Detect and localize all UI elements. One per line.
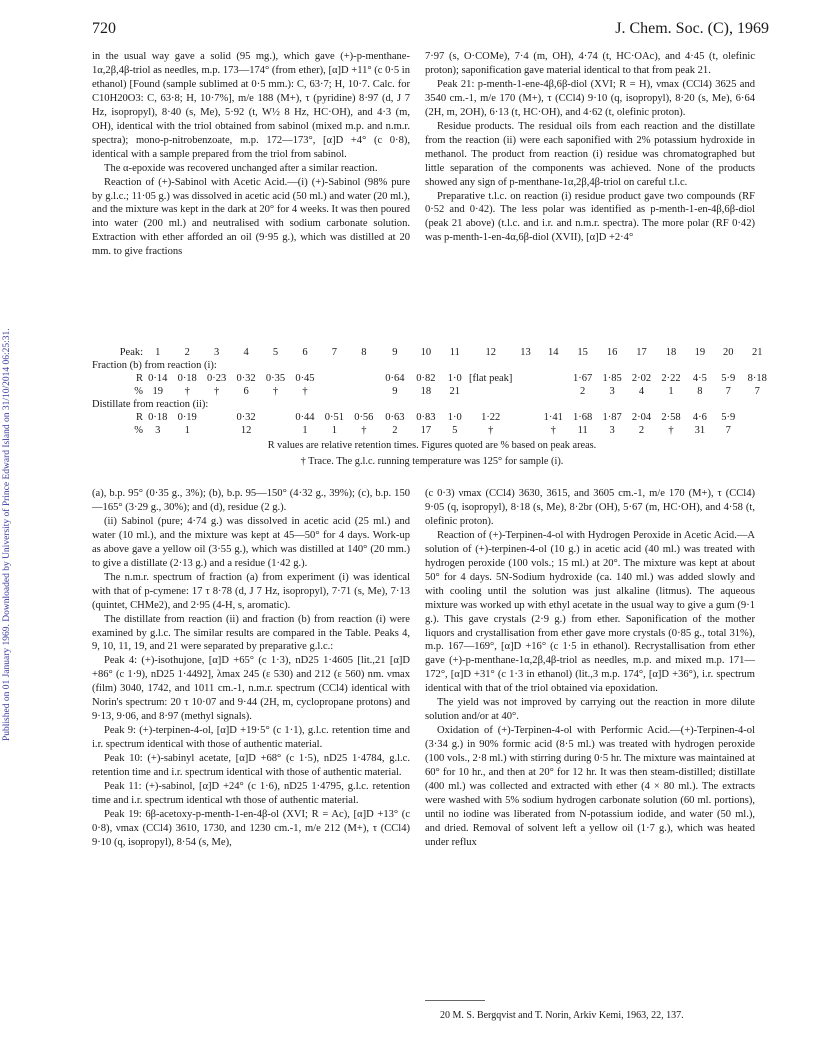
table-cell: 0·35 <box>265 373 286 384</box>
table-cell: 0·23 <box>207 373 227 384</box>
table-cell <box>512 372 538 385</box>
table-cell: † <box>488 425 494 436</box>
table-cell: 16 <box>606 347 618 358</box>
table-cell: 1·0 <box>447 373 462 384</box>
table-cell: † <box>361 425 367 436</box>
table-cell: † <box>214 386 220 397</box>
section-label: Distillate from reaction (ii): <box>92 399 209 410</box>
table-grid <box>92 346 772 437</box>
table-cell: 7 <box>725 425 731 436</box>
table-cell: 0·44 <box>295 412 315 423</box>
paragraph: (ii) Sabinol (pure; 4·74 g.) was dissolved in acetic acid (25 ml.) and water (10 ml.), and the mixture was kept at 45—50° for 4 days. Work-up as above gave a yellow oil (3·55 g.), which was distilled at 140° (20 mm.) to give a distillate (2·13 g.) and a residue (1·42 g.). <box>92 515 410 569</box>
left-column-top <box>92 50 410 259</box>
table-section-row <box>92 398 772 411</box>
table-cell: 7 <box>331 347 337 358</box>
paragraph: in the usual way gave a solid (95 mg.), which gave (+)-p-menthane-1α,2β,4β-triol as needles, m.p. 173—174° (from ether), [α]D +11° (c 0·5 in ethanol) [Found (sample sublimed at 0·5 mm.): C, 63·7; H, 10·7. Calc. for C10H20O3: C, 63·8; H, 10·7%], m/e 188 (M+), τ (pyridine) 8·97 (d, J 7 Hz, isopropyl), 8·40 (s, Me), 5·92 (t, W½ 8 Hz, HC·OH), and 4·3 (m, OH), identical with the triol obtained from sabinol (mixed m.p. and n.m.r. spectra); mono-p-nitrobenzoate, m.p. 172—173°, [α]D +4° (c 0·8), identical with a sample prepared from the triol from sabinol. <box>92 51 410 160</box>
table-cell <box>261 411 290 424</box>
table-cell: % <box>134 425 144 436</box>
paragraph: Peak 19: 6β-acetoxy-p-menth-1-en-4β-ol (XVI; R = Ac), [α]D +13° (c 0·8), νmax (CCl4) 3610, 1730, and 1230 cm.-1, m/e 212 (M+), τ (CCl4) 9·10 (q, isopropyl), 8·54 (s, Me), <box>92 808 410 848</box>
table-cell: † <box>668 425 674 436</box>
table-cell: † <box>302 386 308 397</box>
table-cell: 19 <box>694 347 706 358</box>
table-cell: Peak: <box>119 347 144 358</box>
table-cell: 0·51 <box>324 412 344 423</box>
table-cell: 9 <box>392 347 398 358</box>
paragraph: Peak 4: (+)-isothujone, [α]D +65° (c 1·3), nD25 1·4605 [lit.,21 [α]D +86° (c 1·9), nD25 1·4492], λmax 245 (ε 530) and 212 (ε 560) nm. νmax (film) 3040, 1742, and 1011 cm.-1, n.m.r. spectrum (CCl4) identical with Norin's spectrum: 20 τ 10·07 and 9·44 (2H, m, cyclopropane protons) and 9·13, 9·06, and 8·97 (methyl signals). <box>92 655 410 723</box>
table-cell: 14 <box>547 347 559 358</box>
table-cell: 1·41 <box>543 412 563 423</box>
table-footnote: † Trace. The g.l.c. running temperature was 125° for sample (i). <box>300 456 564 467</box>
table-cell: † <box>272 386 279 397</box>
paragraph: Reaction of (+)-Sabinol with Acetic Acid.—(i) (+)-Sabinol (98% pure by g.l.c.; 11·05 g.) was dissolved in acetic acid (50 ml.) and water (20 ml.), and the mixture was kept in the dark at 20° for 4 weeks. It was then poured into water (200 ml.) and neutralised with sodium carbonate solution. Extraction with ether afforded an oil (9·95 g.), which was distilled at 20 mm. to give fractions <box>92 176 410 258</box>
table-cell: 4·5 <box>692 373 707 384</box>
table-cell: 19 <box>152 386 163 397</box>
table-cell: 2·58 <box>661 412 681 423</box>
table-cell: 2 <box>392 425 398 436</box>
table-cell: 0·14 <box>148 373 168 384</box>
table-cell: 1·85 <box>602 373 622 384</box>
table-cell <box>320 385 349 398</box>
table-cell: 1·87 <box>602 412 622 423</box>
table-cell: 1 <box>331 425 337 436</box>
table-cell: 3 <box>155 425 161 436</box>
table-cell <box>349 372 378 385</box>
table-row <box>92 372 772 385</box>
paragraph: The distillate from reaction (ii) and fraction (b) from reaction (i) were examined by g.l.c. The similar results are compared in the Table. Peaks 4, 9, 10, 11, 19, and 21 were separated by preparative g.l.c.: <box>92 613 410 653</box>
paragraph: Oxidation of (+)-Terpinen-4-ol with Performic Acid.—(+)-Terpinen-4-ol (3·34 g.) in 90% formic acid (8·5 ml.) was treated with hydrogen peroxide (100 vols., 2·8 ml.) with stirring during 0·5 hr. The mixture was maintained at 60° for 10 hr., and then at 20° for 12 hr. It was then steam-distilled; distillate (400 ml.) was collected and extracted with ether (4 × 80 ml.). The extracts were washed with 5% sodium hydrogen carbonate solution (60 ml. portions), until no iodine was liberated from N-potassium iodide, and water (50 ml.), and dried. Removal of solvent left a yellow oil (1·7 g.), which was heated under reflux <box>425 725 755 848</box>
table-cell: 21 <box>449 386 461 397</box>
table-cell: 10 <box>420 347 432 358</box>
glc-results-table <box>92 346 772 469</box>
table-cell: 8 <box>697 386 703 397</box>
paragraph: Peak 10: (+)-sabinyl acetate, [α]D +68° (c 1·5), nD25 1·4784, g.l.c. retention time and i.r. spectrum identical with those of authentic material. <box>92 753 410 779</box>
table-cell: 5 <box>452 425 458 436</box>
left-column-bottom <box>92 487 410 850</box>
table-cell <box>261 424 290 437</box>
table-cell: 13 <box>520 347 531 358</box>
table-cell: 0·19 <box>177 412 197 423</box>
table-cell: [flat peak] <box>468 373 513 384</box>
paragraph: Preparative t.l.c. on reaction (i) residue product gave two compounds (RF 0·52 and 0·42). The less polar was identified as p-menth-1-en-4β,6β-diol (peak 21 above) (t.l.c. and i.r. and n.m.r. spectra). The more polar (RF 0·42) was p-menth-1-en-4α,6β-diol (XVII), [α]D +2·4° <box>425 190 755 244</box>
table-cell: 5·9 <box>721 412 736 423</box>
table-row <box>92 424 772 437</box>
section-label: Fraction (b) from reaction (i): <box>92 360 217 371</box>
table-cell <box>349 385 378 398</box>
table-cell: 0·32 <box>236 412 256 423</box>
paragraph: Peak 11: (+)-sabinol, [α]D +24° (c 1·6), nD25 1·4795, g.l.c. retention time and i.r. spectrum identical wth those of authentic material. <box>92 781 410 806</box>
table-cell: 0·64 <box>385 373 405 384</box>
table-cell: 2·22 <box>661 373 681 384</box>
table-cell: 12 <box>485 347 496 358</box>
table-cell <box>512 411 538 424</box>
table-cell: 20 <box>722 347 734 358</box>
table-cell: 15 <box>577 347 588 358</box>
table-cell: 6 <box>243 386 249 397</box>
table-cell: 21 <box>751 347 763 358</box>
table-cell: 3 <box>609 386 615 397</box>
table-cell: 0·82 <box>416 373 436 384</box>
paragraph: 7·97 (s, O·COMe), 7·4 (m, OH), 4·74 (t, HC·OAc), and 4·45 (t, olefinic proton); saponification gave material identical to that from peak 21. <box>425 51 755 76</box>
table-cell: 3 <box>609 425 615 436</box>
table-cell: 2 <box>184 347 190 358</box>
table-cell: 3 <box>214 347 220 358</box>
paragraph: The yield was not improved by carrying out the reaction in more dilute solution and/or at 40°. <box>425 697 755 723</box>
footnote-divider <box>425 1000 485 1001</box>
table-cell: 11 <box>449 347 460 358</box>
table-footnote: R values are relative retention times. Figures quoted are % based on peak areas. <box>267 440 597 451</box>
table-cell: 1·68 <box>573 412 593 423</box>
table-cell: 4·6 <box>692 412 707 423</box>
table-cell <box>202 424 231 437</box>
table-cell: 18 <box>420 386 432 397</box>
table-cell: 0·83 <box>416 412 436 423</box>
paragraph: (c 0·3) νmax (CCl4) 3630, 3615, and 3605 cm.-1, m/e 170 (M+), τ (CCl4) 9·05 (q, isopropyl), 8·18 (s, Me), 8·2br (OH), 5·67 (m, HC·OH), and 4·58 (t, olefinic proton). <box>425 488 755 527</box>
table-cell: 0·32 <box>236 373 256 384</box>
publication-sidebar[interactable]: Published on 01 January 1969. Downloaded by University of Prince Edward Island on 31/10/2014 06:25:31. <box>2 328 12 742</box>
table-row <box>92 411 772 424</box>
table-cell: 5 <box>272 347 279 358</box>
footnote: 20 M. S. Bergqvist and T. Norin, Arkiv Kemi, 1963, 22, 137. <box>440 1010 684 1021</box>
table-cell: † <box>184 386 190 397</box>
table-cell: 1 <box>668 386 674 397</box>
table-cell: 1 <box>184 425 190 436</box>
table-cell: † <box>550 425 556 436</box>
table-cell <box>512 424 538 437</box>
journal-title: J. Chem. Soc. (C), 1969 <box>615 20 769 37</box>
right-column-bottom <box>425 487 755 850</box>
table-cell: 18 <box>665 347 677 358</box>
table-cell: 4 <box>243 347 249 358</box>
table-cell: 0·45 <box>295 373 315 384</box>
table-cell: 1·67 <box>573 373 593 384</box>
table-cell: 9 <box>392 386 398 397</box>
table-cell: 6 <box>302 347 308 358</box>
table-cell: 1·0 <box>447 412 462 423</box>
table-cell: R <box>136 412 144 423</box>
table-cell: 31 <box>694 425 706 436</box>
table-cell <box>469 385 512 398</box>
table-row <box>92 385 772 398</box>
table-cell <box>538 385 567 398</box>
table-cell: 17 <box>420 425 432 436</box>
table-cell: 1 <box>155 347 161 358</box>
table-cell: 2 <box>580 386 586 397</box>
table-cell: 0·18 <box>148 412 168 423</box>
paragraph: Reaction of (+)-Terpinen-4-ol with Hydrogen Peroxide in Acetic Acid.—A solution of (+)-terpinen-4-ol (10 g.) in acetic acid (40 ml.) was treated with hydrogen peroxide (100 vols.; 15 ml.) at 20°. The mixture was kept at about 50° for 4 days. 5N-Sodium hydroxide (ca. 140 ml.) was added slowly and with cooling until the solution was just alkaline (litmus). The aqueous mixture was worked up with ethyl acetate in the usual way to give a gum (9·1 g.). This gave crystals (2·9 g.) from ether. Saponification of the mother liquors and crystallisation from ether gave more crystals (0·85 g., total 31%), m.p. 167—169°, [α]D +16° (c 1·5 in ethanol). Recrystallisation from ether gave (+)-p-menthane-1α,2β,4β-triol as needles, m.p. and mixed m.p. 171—172°, [α]D +31° (c 1·3 in ethanol) (lit.,3 m.p. 174°, [α]D +36°), i.r. spectrum identical with that of the triol obtained via epoxidation. <box>425 529 755 695</box>
paragraph: The n.m.r. spectrum of fraction (a) from experiment (i) was identical with that of p-cymene: 17 τ 8·78 (d, J 7 Hz, isopropyl), 7·71 (s, Me), 7·13 (quintet, CHMe2), and 2·95 (4-H, s, aromatic). <box>92 571 410 611</box>
paragraph: Peak 9: (+)-terpinen-4-ol, [α]D +19·5° (c 1·1), g.l.c. retention time and i.r. spectrum identical with those of authentic material. <box>92 725 410 751</box>
paragraph: (a), b.p. 95° (0·35 g., 3%); (b), b.p. 95—150° (4·32 g., 39%); (c), b.p. 150—165° (3·29 g., 30%); and (d), residue (2 g.). <box>92 488 410 513</box>
table-cell: 7 <box>754 386 760 397</box>
table-cell: 7 <box>725 386 731 397</box>
right-column-top <box>425 50 755 245</box>
table-cell: 2 <box>638 425 645 436</box>
table-cell: 8·18 <box>747 373 767 384</box>
table-cell: 4 <box>638 386 645 397</box>
table-cell: 0·63 <box>385 412 405 423</box>
table-cell: R <box>136 373 144 384</box>
table-header-row <box>92 346 772 359</box>
table-cell <box>202 411 231 424</box>
table-cell: 2·02 <box>631 373 652 384</box>
table-cell: 0·18 <box>177 373 197 384</box>
table-cell: % <box>134 386 144 397</box>
table-cell: 2·04 <box>631 412 652 423</box>
table-cell: 0·56 <box>354 412 374 423</box>
table-cell <box>742 424 772 437</box>
table-cell <box>742 411 772 424</box>
table-cell: 17 <box>636 347 647 358</box>
table-cell: 8 <box>361 347 367 358</box>
table-cell <box>538 372 567 385</box>
paragraph: Peak 21: p-menth-1-ene-4β,6β-diol (XVI; R = H), νmax (CCl4) 3625 and 3540 cm.-1, m/e 170 (M+), τ (CCl4) 9·10 (q, isopropyl), 8·20 (s, Me), 6·64 (2H, m, 2OH), 6·13 (t, HC·OH), and 4·62 (t, olefinic proton). <box>425 78 755 118</box>
table-cell: 5·9 <box>721 373 736 384</box>
paragraph: The α-epoxide was recovered unchanged after a similar reaction. <box>104 162 378 174</box>
paragraph: Residue products. The residual oils from each reaction and the distillate from the reaction (ii) were each saponified with 2% potassium hydroxide in methanol. The product from reaction (i) residue was chromatographed but little separation of the components was achieved. None of the products showed any sign of p-menthane-1α,2β,4β-triol on careful t.l.c. <box>425 120 755 188</box>
table-cell <box>512 385 538 398</box>
table-cell <box>320 372 349 385</box>
table-section-row <box>92 359 772 372</box>
table-cell: 11 <box>577 425 588 436</box>
table-cell: 1·22 <box>481 412 501 423</box>
table-cell: 1 <box>302 425 308 436</box>
table-cell: 12 <box>240 425 252 436</box>
page-number: 720 <box>92 20 116 37</box>
